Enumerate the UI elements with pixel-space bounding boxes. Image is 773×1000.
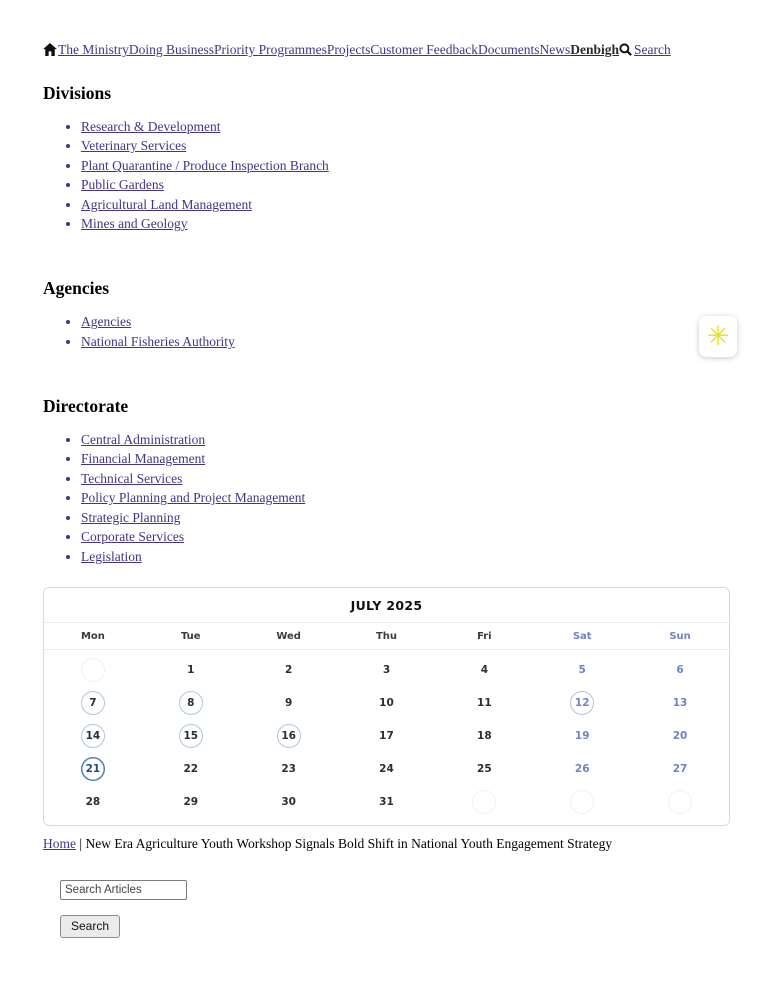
- weekday-label: Wed: [276, 630, 301, 642]
- weekday-label: Thu: [375, 630, 398, 642]
- calendar-cell: [435, 720, 533, 753]
- agency-link[interactable]: Agencies: [81, 314, 132, 330]
- division-link[interactable]: Research & Development: [81, 118, 221, 134]
- calendar-week-row: [44, 753, 729, 786]
- calendar-week-row: [44, 786, 729, 819]
- breadcrumb-home-link[interactable]: Home: [43, 835, 76, 851]
- division-link[interactable]: Agricultural Land Management: [81, 196, 252, 212]
- nav-link-priority-programmes[interactable]: Priority Programmes: [214, 42, 327, 57]
- calendar-week-row: [44, 687, 729, 720]
- division-link[interactable]: Mines and Geology: [81, 216, 188, 232]
- list-item: [81, 177, 730, 193]
- nav-link-customer-feedback[interactable]: Customer Feedback: [370, 42, 478, 57]
- list-item: [81, 490, 730, 506]
- search-icon: [619, 42, 634, 57]
- calendar-cell: [435, 687, 533, 720]
- calendar-cell: [142, 654, 240, 687]
- calendar-body: [44, 650, 729, 825]
- calendar-day[interactable]: 5: [578, 664, 586, 677]
- calendar-cell: [533, 654, 631, 687]
- calendar-cell: [631, 654, 729, 687]
- calendar-cell: [533, 786, 631, 819]
- list-item: [81, 529, 730, 545]
- chat-widget-button[interactable]: [699, 316, 737, 357]
- calendar-day[interactable]: 15: [179, 724, 203, 748]
- list-item: [81, 471, 730, 487]
- calendar-cell: [533, 753, 631, 786]
- calendar-cell: [533, 687, 631, 720]
- weekday-label: Tue: [180, 630, 201, 642]
- calendar-day[interactable]: 17: [379, 730, 394, 743]
- calendar-day[interactable]: 3: [382, 664, 391, 677]
- calendar-day[interactable]: 21: [81, 757, 105, 781]
- weekday-label: Sun: [669, 630, 691, 642]
- calendar-day[interactable]: 22: [183, 763, 199, 776]
- calendar-day[interactable]: 11: [477, 697, 492, 710]
- search-button[interactable]: Search: [60, 915, 120, 938]
- section-heading-divisions: Divisions: [43, 82, 112, 103]
- top-nav: [43, 42, 730, 59]
- calendar-day: [81, 658, 105, 682]
- calendar-cell: [338, 720, 436, 753]
- calendar-week-row: [44, 654, 729, 687]
- calendar-day[interactable]: 8: [179, 691, 203, 715]
- calendar-day[interactable]: 9: [284, 697, 293, 710]
- calendar-cell: [240, 753, 338, 786]
- calendar-cell: [44, 654, 142, 687]
- list-item: [81, 334, 730, 350]
- calendar-cell: [142, 753, 240, 786]
- directorate-link[interactable]: Legislation: [81, 548, 142, 564]
- asterisk-icon: ✳: [706, 321, 730, 352]
- list-item: [81, 119, 730, 135]
- calendar-cell: [631, 720, 729, 753]
- calendar-cell: [631, 786, 729, 819]
- weekday-label: Sat: [572, 630, 592, 642]
- nav-link-the-ministry[interactable]: The Ministry: [58, 42, 129, 57]
- article-title: New Era Agriculture Youth Workshop Signals Bold Shift in National Youth Engagement Strategy: [85, 835, 613, 851]
- directorate-link[interactable]: Central Administration: [81, 431, 206, 447]
- calendar-cell: [142, 687, 240, 720]
- nav-search-label: Search: [634, 42, 671, 57]
- calendar-cell: [338, 687, 436, 720]
- directorate-link[interactable]: Corporate Services: [81, 529, 185, 545]
- calendar-day[interactable]: 14: [81, 724, 105, 748]
- calendar: [43, 587, 730, 826]
- calendar-day[interactable]: 28: [85, 796, 101, 809]
- division-link[interactable]: Plant Quarantine / Produce Inspection Branch: [81, 157, 329, 173]
- list-item: [81, 510, 730, 526]
- nav-link-news[interactable]: News: [539, 42, 571, 57]
- calendar-cell: [631, 753, 729, 786]
- calendar-day[interactable]: 23: [281, 763, 296, 776]
- calendar-cell: [240, 786, 338, 819]
- home-icon: [43, 42, 57, 57]
- weekday-label: Fri: [477, 630, 492, 642]
- list-item: [81, 216, 730, 232]
- agencies-list: [43, 314, 730, 350]
- calendar-title: JULY 2025: [44, 588, 729, 623]
- calendar-cell: [338, 654, 436, 687]
- calendar-cell: [533, 720, 631, 753]
- calendar-day[interactable]: 16: [277, 724, 301, 748]
- calendar-cell: [44, 786, 142, 819]
- calendar-cell: [142, 720, 240, 753]
- calendar-cell: [631, 687, 729, 720]
- calendar-cell: [240, 687, 338, 720]
- calendar-day[interactable]: 19: [574, 730, 590, 743]
- list-item: [81, 158, 730, 174]
- list-item: [81, 138, 730, 154]
- list-item: [81, 549, 730, 565]
- calendar-day[interactable]: 24: [379, 763, 394, 776]
- calendar-day[interactable]: 4: [480, 664, 488, 677]
- list-item: [81, 451, 730, 467]
- calendar-cell: [338, 786, 436, 819]
- calendar-cell: [44, 753, 142, 786]
- list-item: [81, 197, 730, 213]
- division-link[interactable]: Public Gardens: [81, 177, 164, 193]
- calendar-day[interactable]: 25: [477, 763, 492, 776]
- calendar-cell: [435, 753, 533, 786]
- calendar-day[interactable]: 7: [81, 691, 105, 715]
- breadcrumb-separator: |: [79, 835, 83, 851]
- calendar-week-row: [44, 720, 729, 753]
- calendar-day[interactable]: 29: [183, 796, 199, 809]
- calendar-day[interactable]: 20: [672, 730, 688, 743]
- calendar-day[interactable]: 30: [281, 796, 296, 809]
- nav-search-link[interactable]: [619, 42, 671, 57]
- divisions-list: [43, 119, 730, 233]
- search-button-row: [60, 915, 730, 938]
- calendar-day: [472, 790, 496, 814]
- calendar-day[interactable]: 10: [379, 697, 394, 710]
- agency-link[interactable]: National Fisheries Authority: [81, 333, 235, 349]
- calendar-cell: [240, 720, 338, 753]
- list-item: [81, 432, 730, 448]
- calendar-weekday-row: [44, 623, 729, 650]
- list-item: [81, 314, 730, 330]
- directorate-link[interactable]: Technical Services: [81, 470, 183, 486]
- directorate-list: [43, 432, 730, 565]
- calendar-day[interactable]: 13: [672, 697, 688, 710]
- directorate-link[interactable]: Strategic Planning: [81, 509, 181, 525]
- calendar-cell: [142, 786, 240, 819]
- home-link[interactable]: [43, 42, 57, 57]
- calendar-day[interactable]: 31: [379, 796, 394, 809]
- directorate-link[interactable]: Policy Planning and Project Management: [81, 490, 306, 506]
- calendar-cell: [240, 654, 338, 687]
- calendar-day[interactable]: 2: [284, 664, 293, 677]
- article-search: [60, 880, 730, 938]
- calendar-day[interactable]: 18: [477, 730, 492, 743]
- section-heading-directorate: Directorate: [43, 395, 129, 416]
- calendar-day[interactable]: 26: [574, 763, 590, 776]
- nav-link-projects[interactable]: Projects: [326, 42, 371, 57]
- calendar-cell: [44, 720, 142, 753]
- division-link[interactable]: Veterinary Services: [81, 138, 187, 154]
- calendar-cell: [44, 687, 142, 720]
- directorate-link[interactable]: Financial Management: [81, 451, 206, 467]
- nav-link-denbigh[interactable]: Denbigh: [570, 42, 620, 57]
- calendar-day[interactable]: 12: [570, 691, 594, 715]
- nav-link-documents[interactable]: Documents: [478, 42, 540, 57]
- nav-link-doing-business[interactable]: Doing Business: [128, 42, 215, 57]
- calendar-cell: [338, 753, 436, 786]
- search-articles-input[interactable]: [60, 880, 187, 900]
- breadcrumb: [43, 836, 730, 852]
- section-heading-agencies: Agencies: [43, 278, 110, 299]
- calendar-day[interactable]: 1: [187, 664, 195, 677]
- calendar-cell: [435, 786, 533, 819]
- calendar-day[interactable]: 27: [672, 763, 688, 776]
- weekday-label: Mon: [80, 630, 105, 642]
- calendar-cell: [435, 654, 533, 687]
- calendar-day: [668, 790, 692, 814]
- calendar-day[interactable]: 6: [676, 664, 684, 677]
- calendar-day: [570, 790, 594, 814]
